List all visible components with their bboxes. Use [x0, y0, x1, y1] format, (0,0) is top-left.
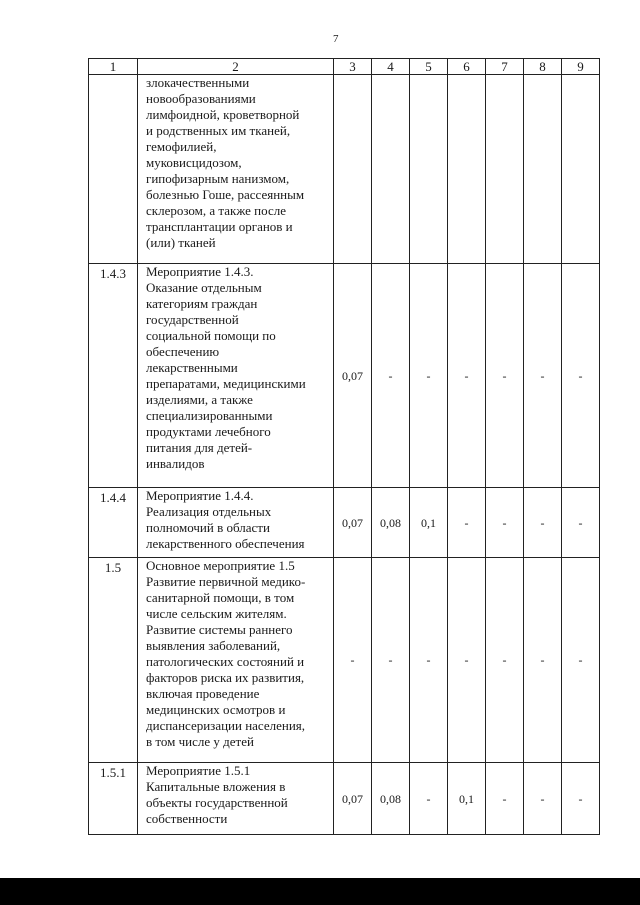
value-cell: - [486, 763, 524, 835]
value-cell [410, 75, 448, 264]
row-number: 1.5 [89, 558, 138, 763]
value-cell: - [372, 264, 410, 488]
value-cell: - [334, 558, 372, 763]
value-cell: 0,07 [334, 763, 372, 835]
value-cell: 0,1 [410, 488, 448, 558]
column-header: 7 [486, 59, 524, 75]
table-row [89, 558, 600, 763]
table-row [89, 763, 600, 835]
value-cell: - [524, 763, 562, 835]
table-row [89, 488, 600, 558]
program-table [88, 58, 600, 835]
row-number: 1.4.4 [89, 488, 138, 558]
row-description: Основное мероприятие 1.5 Развитие первичной медико- санитарной помощи, в том числе сельским жителям. Развитие системы раннего выявления заболеваний, патологических состояний и факторов риска их развития, включая проведение медицинских осмотров и диспансеризации населения, в том числе у детей [138, 558, 334, 763]
value-cell: - [410, 763, 448, 835]
scan-bottom-edge [0, 878, 640, 905]
column-header: 4 [372, 59, 410, 75]
column-header: 3 [334, 59, 372, 75]
value-cell: - [524, 488, 562, 558]
value-cell [448, 75, 486, 264]
column-header: 8 [524, 59, 562, 75]
table-row [89, 75, 600, 264]
value-cell: - [448, 488, 486, 558]
value-cell: 0,08 [372, 763, 410, 835]
value-cell [486, 75, 524, 264]
row-number: 1.5.1 [89, 763, 138, 835]
row-description: злокачественными новообразованиями лимфоидной, кроветворной и родственных им тканей, гемофилией, муковисцидозом, гипофизарным нанизмом, болезнью Гоше, рассеянным склерозом, а также после трансплантации органов и (или) тканей [138, 75, 334, 264]
value-cell: - [562, 488, 600, 558]
row-description: Мероприятие 1.4.3. Оказание отдельным категориям граждан государственной социальной помощи по обеспечению лекарственными препаратами, медицинскими изделиями, а также специализированными продуктами лечебного питания для детей- инвалидов [138, 264, 334, 488]
value-cell: - [486, 488, 524, 558]
value-cell: - [486, 264, 524, 488]
column-header: 2 [138, 59, 334, 75]
value-cell: - [562, 558, 600, 763]
row-number: 1.4.3 [89, 264, 138, 488]
table-header-row [89, 59, 600, 75]
column-header: 1 [89, 59, 138, 75]
value-cell: - [410, 264, 448, 488]
value-cell: 0,1 [448, 763, 486, 835]
value-cell [562, 75, 600, 264]
table-row [89, 264, 600, 488]
value-cell: 0,07 [334, 264, 372, 488]
value-cell: - [486, 558, 524, 763]
row-description: Мероприятие 1.5.1 Капитальные вложения в объекты государственной собственности [138, 763, 334, 835]
value-cell: - [372, 558, 410, 763]
row-number [89, 75, 138, 264]
value-cell: - [448, 558, 486, 763]
value-cell: 0,08 [372, 488, 410, 558]
value-cell: 0,07 [334, 488, 372, 558]
value-cell [524, 75, 562, 264]
value-cell: - [562, 264, 600, 488]
column-header: 5 [410, 59, 448, 75]
value-cell: - [524, 558, 562, 763]
column-header: 9 [562, 59, 600, 75]
row-description: Мероприятие 1.4.4. Реализация отдельных полномочий в области лекарственного обеспечения [138, 488, 334, 558]
column-header: 6 [448, 59, 486, 75]
page-number: 7 [333, 33, 339, 45]
value-cell [372, 75, 410, 264]
value-cell: - [410, 558, 448, 763]
value-cell [334, 75, 372, 264]
value-cell: - [524, 264, 562, 488]
value-cell: - [562, 763, 600, 835]
value-cell: - [448, 264, 486, 488]
